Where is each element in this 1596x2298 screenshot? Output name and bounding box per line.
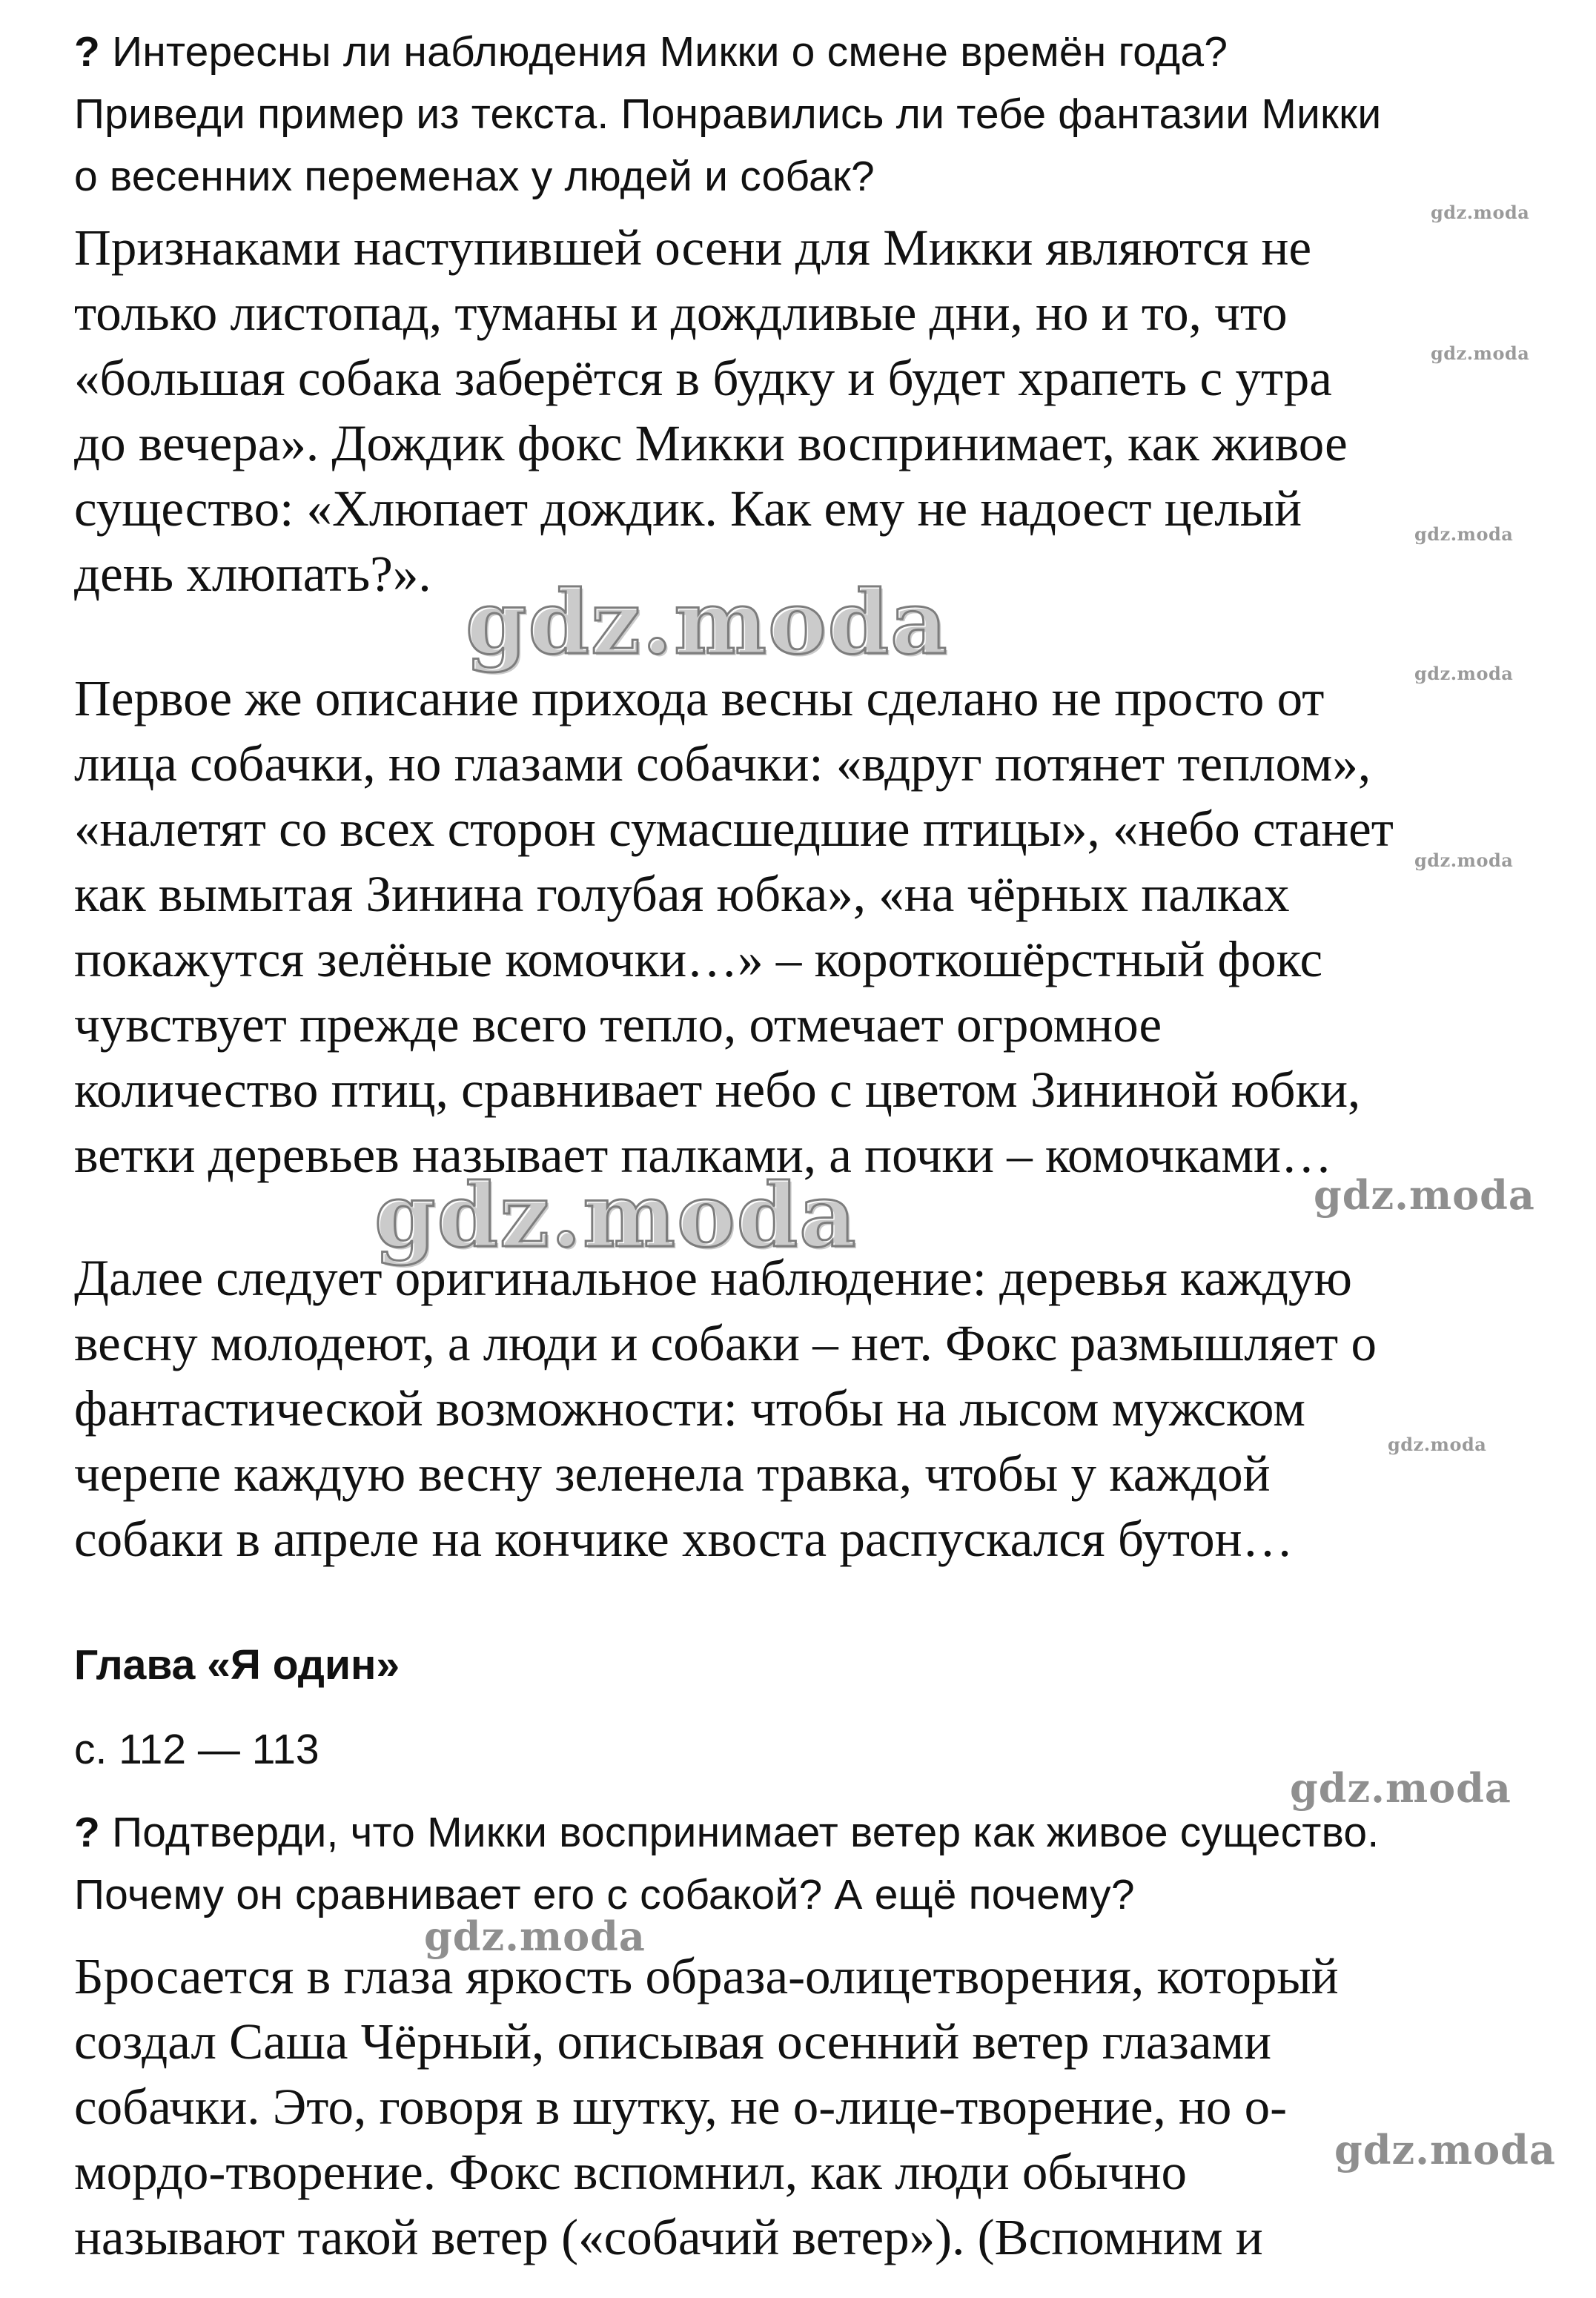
question-1-line: Приведи пример из текста. Понравились ли тебе фантазии Микки	[74, 90, 1382, 138]
answer-line: лица собачки, но глазами собачки: «вдруг потянет теплом»,	[74, 735, 1371, 792]
answer-line: Бросается в глаза яркость образа-олицетворения, который	[74, 1948, 1339, 2004]
watermark: gdz.moda	[1334, 2126, 1556, 2173]
answer-line: количество птиц, сравнивает небо с цветом Зининой юбки,	[74, 1062, 1361, 1118]
question-mark: ?	[74, 28, 101, 76]
answer-line: собачки. Это, говоря в шутку, не о-лице-творение, но о-	[74, 2079, 1288, 2135]
answer-line: называют такой ветер («собачий ветер»). (Вспомним и	[74, 2209, 1263, 2265]
watermark: gdz.moda	[1314, 1171, 1535, 1219]
answer-line: существо: «Хлюпает дождик. Как ему не надоест целый	[74, 480, 1302, 537]
answer-1-paragraph-3	[74, 1245, 1542, 1572]
watermark: gdz.moda	[1431, 342, 1530, 364]
answer-line: Далее следует оригинальное наблюдение: деревья каждую	[74, 1250, 1352, 1306]
answer-line: Первое же описание прихода весны сделано не просто от	[74, 670, 1325, 726]
answer-line: черепе каждую весну зеленела травка, чтобы у каждой	[74, 1446, 1271, 1502]
answer-line: весну молодеют, а люди и собаки – нет. Фокс размышляет о	[74, 1315, 1377, 1371]
watermark: gdz.moda	[374, 1164, 858, 1267]
answer-line: «большая собака заберётся в будку и будет храпеть с утра	[74, 350, 1332, 406]
question-1-line: о весенних переменах у людей и собак?	[74, 153, 875, 200]
answer-line: ветки деревьев называет палками, а почки – комочками…	[74, 1127, 1332, 1183]
question-2-line: ? Подтверди, что Микки воспринимает ветер как живое существо.	[74, 1809, 1380, 1856]
page-range: с. 112 — 113	[74, 1726, 319, 1773]
watermark: gdz.moda	[1414, 663, 1514, 684]
answer-line: только листопад, туманы и дождливые дни, но и то, что	[74, 285, 1288, 341]
answer-line: собаки в апреле на кончике хвоста распускался бутон…	[74, 1511, 1294, 1567]
answer-1-paragraph-1	[74, 215, 1542, 606]
watermark: gdz.moda	[424, 1913, 646, 1960]
watermark: gdz.moda	[1431, 202, 1530, 223]
answer-line: день хлюпать?».	[74, 546, 431, 602]
watermark: gdz.moda	[1414, 850, 1514, 871]
answer-line: «налетят со всех сторон сумасшедшие птицы», «небо станет	[74, 801, 1394, 857]
question-1-line: ? Интересны ли наблюдения Микки о смене времён года?	[74, 28, 1228, 76]
answer-line: Признаками наступившей осени для Микки являются не	[74, 219, 1312, 276]
answer-line: чувствует прежде всего тепло, отмечает огромное	[74, 996, 1162, 1053]
watermark: gdz.moda	[1388, 1434, 1487, 1455]
question-2-line: Почему он сравнивает его с собакой? А ещё почему?	[74, 1871, 1135, 1918]
question-2	[74, 1801, 1542, 1926]
question-1	[74, 21, 1542, 208]
answer-line: как вымытая Зинина голубая юбка», «на чёрных палках	[74, 866, 1290, 922]
answer-line: мордо-творение. Фокс вспомнил, как люди обычно	[74, 2144, 1187, 2200]
answer-2	[74, 1944, 1542, 2270]
question-mark: ?	[74, 1809, 101, 1856]
watermark: gdz.moda	[466, 571, 949, 674]
answer-line: покажутся зелёные комочки…» – короткошёрстный фокс	[74, 931, 1323, 987]
answer-1-paragraph-2	[74, 666, 1542, 1188]
watermark: gdz.moda	[1290, 1764, 1511, 1812]
chapter-title: Глава «Я один»	[74, 1641, 400, 1689]
watermark: gdz.moda	[1414, 523, 1514, 545]
answer-line: создал Саша Чёрный, описывая осенний ветер глазами	[74, 2013, 1272, 2070]
answer-line: фантастической возможности: чтобы на лысом мужском	[74, 1380, 1305, 1437]
answer-line: до вечера». Дождик фокс Микки воспринимает, как живое	[74, 415, 1348, 471]
